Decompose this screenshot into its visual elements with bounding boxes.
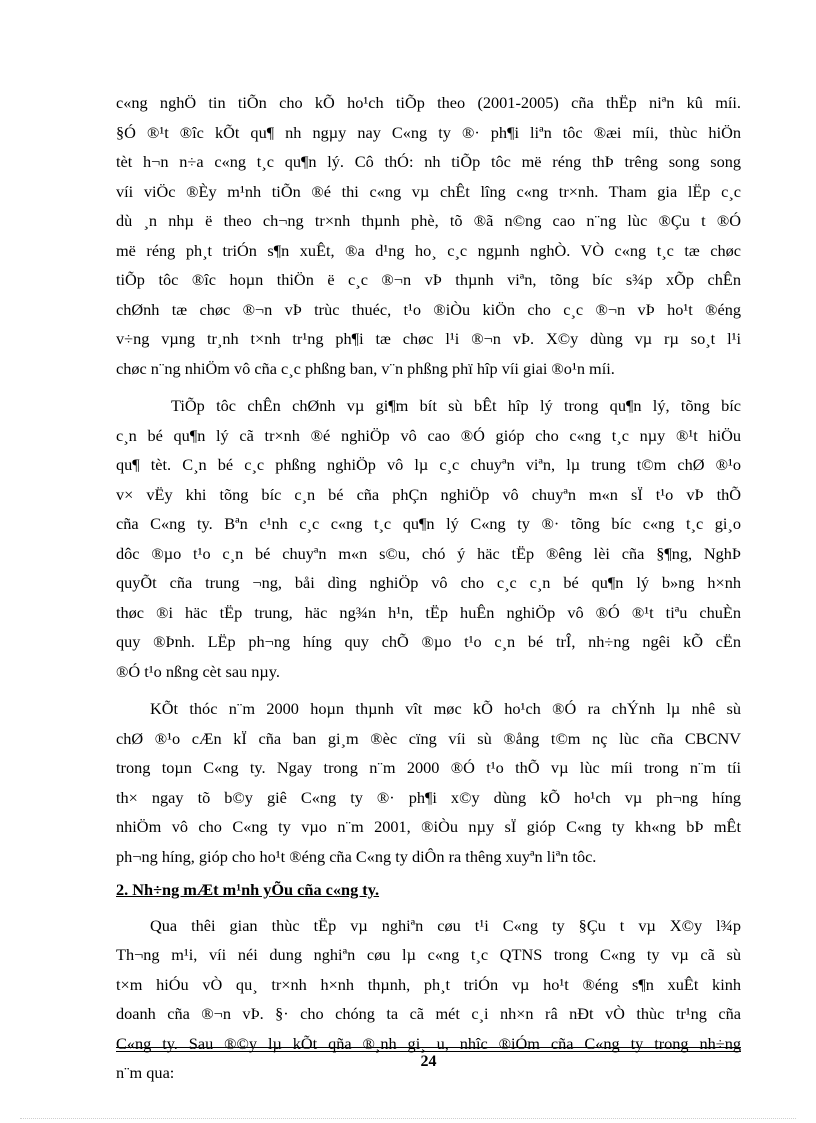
text-line: n¨m qua: xyxy=(116,1063,175,1082)
paragraph-2 xyxy=(116,391,741,686)
text-line: §Ó ®¹t ®îc kÕt qu¶ nh ngµy nay C«ng ty ®· ph¶i liªn tôc ®æi míi, thùc hiÖn xyxy=(116,122,741,142)
paragraph-1 xyxy=(116,88,741,383)
text-line: quyÕt cña trung ¬ng, båi dìng nghiÖp vô cho c¸c c¸n bé qu¶n lý b»ng h×nh xyxy=(116,573,741,592)
text-line: dù ¸n nhµ ë theo ch¬ng tr×nh thµnh phè, tõ ®ã n©ng cao n¨ng lùc ®Çu t ®Ó xyxy=(116,211,741,230)
text-line: Th¬ng m¹i, víi néi dung nghiªn cøu lµ c«ng t¸c QTNS trong C«ng ty vµ cã sù xyxy=(116,945,741,964)
text-line: thøc ®i häc tËp trung, häc ng¾n h¹n, tËp huÊn nghiÖp vô ®Ó ®¹t tiªu chuÈn xyxy=(116,602,741,622)
text-line: ®Ó t¹o nßng cèt sau nµy. xyxy=(116,661,280,681)
section-heading: 2. Nh÷ng mÆt m¹nh yÕu cña c«ng ty. xyxy=(116,880,380,899)
text-line: chØnh tæ chøc ®¬n vÞ trùc thuéc, t¹o ®iÒu kiÖn cho c¸c ®¬n vÞ ho¹t ®éng xyxy=(116,299,741,319)
text-line: v÷ng vµng tr¸nh t×nh tr¹ng ph¶i tæ chøc l¹i ®¬n vÞ. X©y dùng vµ rµ so¸t l¹i xyxy=(116,329,741,348)
paragraph-3 xyxy=(116,694,741,871)
text-line: th× ngay tõ b©y giê C«ng ty ®· ph¶i x©y dùng kÕ ho¹ch vµ ph¬ng híng xyxy=(116,787,741,807)
text-line: TiÕp tôc chÊn chØnh vµ gi¶m bít sù bÊt hîp lý trong qu¶n lý, tõng bíc xyxy=(171,396,741,415)
text-line: qu¶ tèt. C¸n bé c¸c phßng nghiÖp vô lµ c¸c chuyªn viªn, lµ trung t©m chØ ®¹o xyxy=(116,455,741,474)
text-line: cña C«ng ty. Bªn c¹nh c¸c c«ng t¸c qu¶n lý C«ng ty ®· tõng bíc c«ng t¸c gi¸o xyxy=(116,514,741,533)
text-line: C«ng ty. Sau ®©y lµ kÕt qña ®¸nh gi¸ u, nhîc ®iÓm cña C«ng ty trong nh÷ng xyxy=(116,1033,741,1053)
text-line: ph¬ng híng, gióp cho ho¹t ®éng cña C«ng ty diÔn ra thêng xuyªn liªn tôc. xyxy=(116,846,597,866)
text-line: doanh cña ®¬n vÞ. §· cho chóng ta cã mét c¸i nh×n râ nÐt vÒ thùc tr¹ng cña xyxy=(116,1004,741,1023)
text-line: dôc ®µo t¹o c¸n bé chuyªn m«n s©u, chó ý häc tËp ®êng lèi cña §¶ng, NghÞ xyxy=(116,543,741,563)
text-line: Qua thêi gian thùc tËp vµ nghiªn cøu t¹i C«ng ty §Çu t vµ X©y l¾p xyxy=(150,915,741,935)
text-line: trong toµn C«ng ty. Ngay trong n¨m 2000 ®Ó t¹o thÕ vµ lùc míi trong n¨m tíi xyxy=(116,758,741,777)
text-line: tiÕp tôc ®îc hoµn thiÖn ë c¸c ®¬n vÞ thµnh viªn, tõng bíc s¾p xÕp chÊn xyxy=(116,270,741,289)
text-line: c«ng nghÖ tin tiÕn cho kÕ ho¹ch tiÕp theo (2001-2005) cña thËp niªn kû míi. xyxy=(116,93,741,112)
text-line: chøc n¨ng nhiÖm vô cña c¸c phßng ban, v¨n phßng phï hîp víi giai ®o¹n míi. xyxy=(116,358,615,378)
body-text xyxy=(116,88,741,1088)
text-line: KÕt thóc n¨m 2000 hoµn thµnh vît møc kÕ ho¹ch ®Ó ra chÝnh lµ nhê sù xyxy=(150,699,741,718)
text-line: t×m hiÓu vÒ qu¸ tr×nh h×nh thµnh, ph¸t triÓn vµ ho¹t ®éng s¶n xuÊt kinh xyxy=(116,974,741,994)
page-bottom-edge xyxy=(20,1118,796,1119)
text-line: nhiÖm vô cho C«ng ty vµo n¨m 2001, ®iÒu nµy sÏ gióp C«ng ty kh«ng bÞ mÊt xyxy=(116,817,741,836)
text-line: më réng ph¸t triÓn s¶n xuÊt, ®a d¹ng ho¸ c¸c ngµnh nghÒ. VÒ c«ng t¸c tæ chøc xyxy=(116,240,741,260)
text-line: tèt h¬n n÷a c«ng t¸c qu¶n lý. Cô thÓ: nh tiÕp tôc më réng thÞ trêng song song xyxy=(116,152,741,171)
text-line: c¸n bé qu¶n lý cã tr×nh ®é nghiÖp vô cao ®Ó gióp cho c«ng t¸c nµy ®¹t hiÖu xyxy=(116,425,741,445)
text-line: v× vËy khi tõng bíc c¸n bé cña phÇn nghiÖp vô chuyªn m«n sÏ t¹o vÞ thÕ xyxy=(116,484,741,504)
text-line: chØ ®¹o cÆn kÏ cña ban gi¸m ®èc cïng víi sù ®ång t©m nç lùc cña CBCNV xyxy=(116,728,741,748)
page-number: 24 xyxy=(420,1053,437,1070)
text-line: víi viÖc ®Èy m¹nh tiÕn ®é thi c«ng vµ chÊt lîng c«ng tr×nh. Tham gia lËp c¸c xyxy=(116,181,741,201)
text-line: quy ®Þnh. LËp ph¬ng híng quy chÕ ®µo t¹o c¸n bé trÎ, nh÷ng ngêi kÕ cËn xyxy=(116,632,741,651)
